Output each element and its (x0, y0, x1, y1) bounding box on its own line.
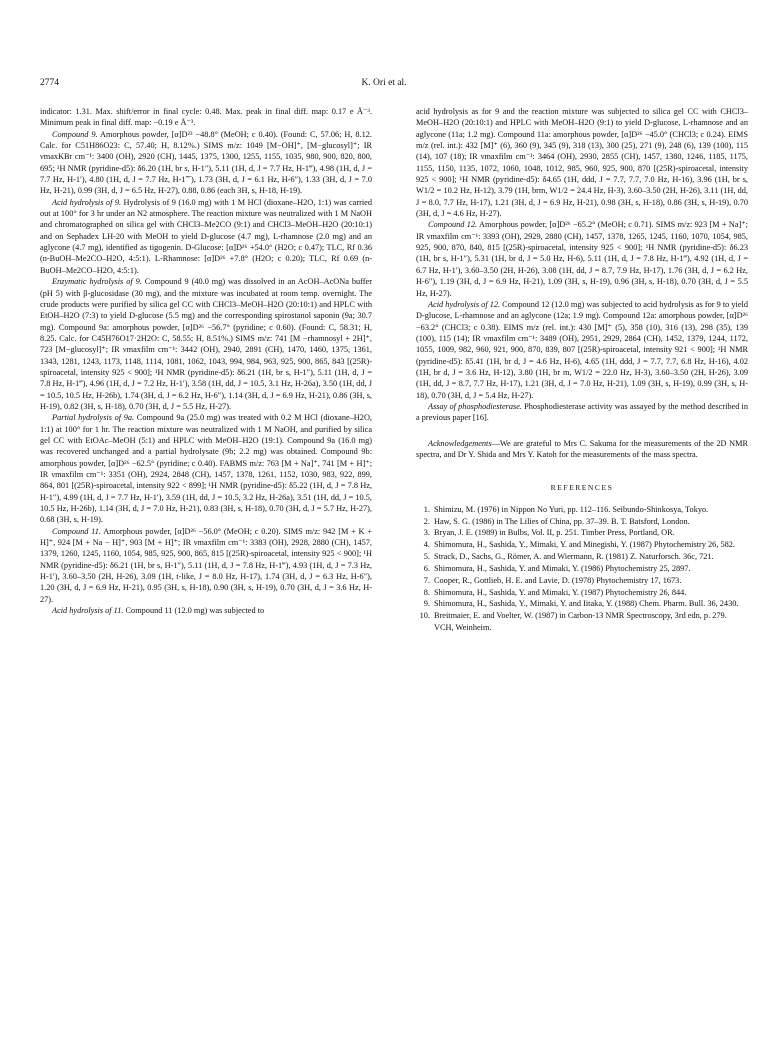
right-column (416, 106, 748, 633)
paragraph-text: Phosphodiesterase activity was assayed by the method described in a previous paper [16]. (416, 401, 748, 423)
paragraph-text: Compound 9a (25.0 mg) was treated with 0.2 M HCl (dioxane–H2O, 1:1) at 100° for 1 hr. The reaction mixture was neutralized with 1 M NaOH, and purified by silica gel CC with EtOAc–MeOH (5:1) and HPLC with MeOH–H2O (19:1). Compound 9a (16.0 mg) was recovered unchanged and a partial hydrolysate (9b; 2.2 mg) was obtained. Compound 9b: amorphous powder, [α]D²⁶ −62.5° (pyridine; c 0.40). FABMS m/z: 763 [M + Na]⁺, 741 [M + H]⁺; IR νmaxfilm cm⁻¹: 3351 (OH), 2924, 2848 (CH), 1457, 1378, 1261, 1152, 1030, 983, 922, 899, 864, 801 [(25R)-spiroacetal, intensity 922 < 899]; ¹H NMR (pyridine-d5): δ5.22 (1H, d, J = 7.8 Hz, H-1″), 4.99 (1H, d, J = 7.7 Hz, H-1′), 3.59 (1H, dd, J = 10.5, 3.2 Hz, H-26a), 3.51 (1H, dd, J = 10.5, 10.5 Hz, H-26b), 1.14 (3H, d, J = 7.0 Hz, H-21), 0.83 (3H, s, H-18), 0.70 (3H, d, J = 5.7 Hz, H-27), 0.68 (3H, s, H-19). (40, 413, 373, 525)
reference-item (416, 527, 748, 538)
right_column-paragraph (416, 299, 748, 401)
paragraph-heading: Acid hydrolysis of 11. (52, 606, 124, 616)
left_column-paragraph (40, 197, 372, 276)
reference-number: 6. (423, 563, 430, 573)
right_column-paragraph (416, 219, 748, 298)
paragraph-text: Compound 9 (40.0 mg) was dissolved in an AcOH–AcONa buffer (pH 5) with β-glucosidase (30 mg), and the mixture was incubated at room temp. overnight. The crude products were purified by silica gel CC with CHCl3–MeOH–H2O (20:10:1) and HPLC with EtOH–H2O (7:3) to yield D-glucose (5.5 mg) and the corresponding spirostanol saponin (9a; 30.7 mg). Compound 9a: amorphous powder, [α]D²⁶ −56.7° (pyridine; c 0.60). (Found: C, 58.31; H, 8.25. Calc. for C45H76O17·2H2O: C, 58.55; H, 8.51%.) SIMS m/z: 741 [M −rhamnosyl + 2H]⁺, 723 [M−glucosyl]⁺; IR νmaxfilm cm⁻¹: 3442 (OH), 2940, 2891 (CH), 1470, 1460, 1375, 1361, 1343, 1281, 1243, 1173, 1148, 1114, 1081, 1062, 1043, 994, 984, 963, 925, 900, 865, 843 [(25R)-spiroacetal, intensity 925 < 900]; ¹H NMR (pyridine-d5): δ6.21 (1H, br s, H-1″), 5.11 (1H, d, J = 7.8 Hz, H-1‴), 4.96 (1H, d, J = 7.2 Hz, H-1′), 3.58 (1H, dd, J = 10.5, 3.1 Hz, H-26a), 3.50 (1H, dd, J = 10.5, 10.5 Hz, H-26b), 1.74 (3H, d, J = 6.2 Hz, H-6″), 1.14 (3H, d, J = 6.9 Hz, H-21), 0.86 (3H, s, H-19), 0.82 (3H, s, H-18), 0.70 (3H, d, J = 5.5 Hz, H-27). (40, 277, 372, 411)
reference-item (416, 504, 748, 515)
paragraph-text: Hydrolysis of 9 (16.0 mg) with 1 M HCl (dioxane–H2O, 1:1) was carried out at 100° for 3 hr under an N2 atmosphere. The reaction mixture was neutralized with 1 M NaOH and chromatographed on silica gel with CHCl3–Me2CO (9:1) and CHCl3–MeOH–H2O (20:10:1) and on Sephadex LH-20 with MeOH to yield D-glucose (4.7 mg), L-rhamnose (2.0 mg) and an aglycone (4.7 mg), identified as tigogenin. D-Glucose: [α]D²⁶ +54.0° (H2O; c 0.47); TLC, Rf 0.36 (n-BuOH–Me2CO–H2O, 4:5:1). L-Rhamnose: [α]D²⁶ +7.8° (H2O; c 0.20); TLC, Rf 0.69 (n-BuOH–Me2CO–H2O, 4:5:1). (40, 197, 373, 275)
reference-text: Shimomura, H., Sashida, Y., Mimaki, Y. and Iitaka, Y. (1988) Chem. Pharm. Bull. 36, 2430. (434, 599, 739, 609)
reference-item (416, 587, 748, 598)
reference-number: 7. (423, 575, 430, 585)
paragraph-text: Compound 12 (12.0 mg) was subjected to acid hydrolysis as for 9 to yield D-glucose, L-rhamnose and an aglycone (12a; 1.9 mg). Compound 12a: amorphous powder, [α]D²⁶ −63.2° (CHCl3; c 0.38). EIMS m/z (rel. int.): 430 [M]⁺ (5), 358 (10), 316 (13), 298 (35), 139 (100), 115 (14); IR νmaxfilm cm⁻¹: 3489 (OH), 2951, 2929, 2864 (CH), 1452, 1379, 1244, 1172, 1055, 1009, 982, 960, 921, 900, 870, 839, 807 [(25R)-spiroacetal, intensity 921 < 900]; ¹H NMR (pyridine-d5): δ5.41 (1H, br d, J = 4.6 Hz, H-6), 4.65 (1H, ddd, J = 7.7, 7.7, 6.8 Hz, H-16), 4.02 (1H, br d, J = 3.6 Hz, H-12), 3.80 (1H, br m, W1/2 = 22.0 Hz, H-3), 3.60–3.50 (2H, H-26), 3.09 (1H, dd, J = 8.7, 7.7 Hz, H-17), 1.21 (3H, d, J = 7.0 Hz, H-21), 1.09 (3H, s, H-19), 0.99 (3H, s, H-18), 0.70 (3H, d, J = 5.4 Hz, H-27). (416, 299, 748, 400)
reference-number: 8. (423, 587, 430, 597)
left-column (40, 106, 372, 616)
reference-number: 4. (423, 540, 430, 550)
reference-number: 10. (419, 611, 430, 621)
right_column-paragraph (416, 401, 748, 424)
reference-number: 9. (423, 599, 430, 609)
page-header (40, 78, 728, 94)
left_column-paragraph (40, 605, 372, 616)
paragraph-heading: Acid hydrolysis of 12. (428, 299, 501, 309)
reference-item (416, 516, 748, 527)
page-number: 2774 (40, 78, 59, 88)
reference-text: Shimizu, M. (1976) in Nippon No Yuri, pp. 112–116. Seibundo-Shinkosya, Tokyo. (434, 504, 709, 514)
paragraph-heading: Acid hydrolysis of 9. (52, 197, 122, 207)
reference-text: Breitmaier, E. and Voelter, W. (1987) in Carbon-13 NMR Spectroscopy, 3rd edn, p. 279. VCH, Weinheim. (434, 611, 727, 632)
paragraph-text: Amorphous powder, [α]D²³ −48.8° (MeOH; c 0.40). (Found: C, 57.06; H, 8.12. Calc. for C51H86O23: C, 57.40; H, 8.12%.) SIMS m/z: 1049 [M−OH]⁺, [M−glucosyl]⁺; IR νmaxKBr cm⁻¹: 3400 (OH), 2920 (CH), 1445, 1375, 1300, 1255, 1155, 1035, 980, 900, 820, 800, 695; ¹H NMR (pyridine-d5): δ6.20 (1H, br s, H-1″), 5.11 (1H, d, J = 7.7 Hz, H-1‴), 4.98 (1H, d, J = 7.7 Hz, H-1′), 4.80 (1H, d, J = 7.7 Hz, H-1⁗), 1.73 (3H, d, J = 6.1 Hz, H-6″), 1.33 (3H, d, J = 7.0 Hz, H-21), 0.99 (3H, d, J = 6.5 Hz, H-27), 0.88, 0.86 (each 3H, s, H-18, H-19). (40, 129, 372, 196)
reference-item (416, 598, 748, 609)
reference-text: Bryan, J. E. (1989) in Bulbs, Vol. II, p. 251. Timber Press, Portland, OR. (434, 528, 675, 538)
paragraph-text: acid hydrolysis as for 9 and the reaction mixture was subjected to silica gel CC with CHCl3–MeOH–H2O (20:10:1) and HPLC with MeOH–H2O (9:1) to yield D-glucose, L-rhamnose and an aglycone (11a; 1.2 mg). Compound 11a: amorphous powder, [α]D²⁶ −45.0° (CHCl3; c 0.24). EIMS m/z (rel. int.): 432 [M]⁺ (6), 360 (9), 345 (9), 318 (13), 300 (25), 271 (9), 248 (6), 139 (100), 115 (14), 107 (18); IR νmaxfilm cm⁻¹: 3464 (OH), 2930, 2855 (CH), 1457, 1380, 1246, 1185, 1175, 1155, 1150, 1135, 1072, 1060, 1048, 1012, 985, 960, 925, 900, 870 [(25R)-spiroacetal, intensity 925 < 900]; ¹H NMR (pyridine-d5): δ4.65 (1H, ddd, J = 7.7, 7.7, 7.0 Hz, H-16), 3.96 (1H, br s, W1/2 = 10.2 Hz, H-12), 3.79 (1H, brm, W1/2 = 24.4 Hz, H-3), 3.60–3.50 (2H, H-26), 3.11 (1H, dd, J = 8.0, 7.7 Hz, H-17), 1.21 (3H, d, J = 6.9 Hz, H-21), 0.98 (3H, s, H-18), 0.86 (3H, s, H-19), 0.70 (3H, d, J = 4.6 Hz, H-27). (416, 107, 748, 219)
reference-text: Strack, D., Sachs, G., Römer, A. and Wiermann, R. (1981) Z. Naturforsch. 36c, 721. (434, 552, 714, 562)
right-column-paragraphs (416, 106, 748, 424)
left_column-paragraph (40, 129, 372, 197)
reference-text: Haw, S. G. (1986) in The Lilies of China, pp. 37–39. B. T. Batsford, London. (434, 516, 690, 526)
acknowledgements-paragraph (416, 438, 748, 461)
references-title: REFERENCES (550, 483, 614, 493)
acknowledgements-head: Acknowledgements (428, 438, 492, 448)
running-head: K. Ori et al. (361, 78, 407, 88)
paragraph-text: Amorphous powder, [α]D²⁶ −56.0° (MeOH; c 0.20). SIMS m/z: 942 [M + K + H]⁺, 924 [M + Na − H]⁺, 903 [M + H]⁺; IR νmaxfilm cm⁻¹: 3383 (OH), 2928, 2880 (CH), 1457, 1379, 1260, 1245, 1160, 1054, 985, 925, 900, 865, 815 [(25R)-spiroacetal, intensity 925 < 900]; ¹H NMR (pyridine-d5): δ6.21 (1H, br s, H-1″), 5.11 (1H, d, J = 7.8 Hz, H-1‴), 4.93 (1H, d, J = 7.3 Hz, H-1′), 3.60–3.50 (2H, H-26), 3.09 (1H, t-like, J = 8.0 Hz, H-17), 1.74 (3H, d, J = 6.3 Hz, H-6″), 1.20 (3H, d, J = 6.9 Hz, H-21), 0.95 (3H, s, H-18), 0.90 (3H, s, H-19), 0.70 (3H, d, J = 3.6 Hz, H-27). (40, 526, 372, 604)
left_column-paragraph (40, 412, 372, 525)
reference-number: 3. (423, 528, 430, 538)
paragraph-heading: Partial hydrolysis of 9a. (52, 413, 135, 423)
paragraph-heading: Compound 12. (428, 220, 478, 230)
reference-text: Shimomura, H., Sashida, Y. and Mimaki, Y. (1986) Phytochemistry 25, 2897. (434, 563, 691, 573)
reference-number: 1. (423, 504, 430, 514)
paragraph-heading: Compound 11. (52, 526, 101, 536)
reference-item (416, 575, 748, 586)
left_column-paragraph (40, 276, 372, 412)
reference-text: Cooper, R., Gottlieb, H. E. and Lavie, D. (1978) Phytochemistry 17, 1673. (434, 575, 682, 585)
left_column-paragraph (40, 526, 372, 605)
reference-item (416, 610, 748, 633)
paragraph-text: Amorphous powder, [α]D²⁶ −65.2° (MeOH; c 0.71). SIMS m/z: 923 [M + Na]⁺; IR νmaxfilm cm⁻¹: 3393 (OH), 2929, 2880 (CH), 1457, 1378, 1265, 1245, 1160, 1070, 1054, 985, 925, 900, 870, 840, 815 [(25R)-spiroacetal, intensity 925 < 900]; ¹H NMR (pyridine-d5): δ6.23 (1H, br s, H-1″), 5.31 (1H, br d, J = 5.0 Hz, H-6), 5.11 (1H, d, J = 7.8 Hz, H-1‴), 4.92 (1H, d, J = 6.7 Hz, H-1′), 3.60–3.50 (2H, H-26), 3.08 (1H, dd, J = 8.7, 7.9 Hz, H-17), 1.76 (3H, d, J = 6.2 Hz, H-6″), 1.19 (3H, d, J = 6.9 Hz, H-21), 1.09 (3H, s, H-19), 0.96 (3H, s, H-18), 0.70 (3H, d, J = 5.5 Hz, H-27). (416, 220, 748, 298)
reference-text: Shimomura, H., Sashida, Y., Mimaki, Y. and Minegishi, Y. (1987) Phytochemistry 26, 582. (434, 540, 735, 550)
right_column-paragraph (416, 106, 748, 219)
paragraph-text: indicator: 1.31. Max. shift/error in final cycle: 0.48. Max. peak in final diff. map: 0.17 e Å⁻³. Minimum peak in final diff. map: −0.19 e Å⁻³. (40, 107, 372, 128)
reference-item (416, 539, 748, 550)
reference-number: 5. (423, 552, 430, 562)
left_column-paragraph (40, 106, 372, 129)
reference-item (416, 551, 748, 562)
references-list (416, 504, 748, 633)
acknowledgements-text: —We are grateful to Mrs C. Sakuma for the measurements of the 2D NMR spectra, and Dr Y. Shida and Mrs Y. Katoh for the measurements of the mass spectra. (416, 438, 748, 459)
reference-item (416, 563, 748, 574)
paragraph-heading: Compound 9. (52, 129, 98, 139)
reference-text: Shimomura, H., Sashida, Y. and Mimaki, Y. (1987) Phytochemistry 26, 844. (434, 587, 687, 597)
paragraph-text: Compound 11 (12.0 mg) was subjected to (123, 606, 265, 616)
reference-number: 2. (423, 516, 430, 526)
paragraph-heading: Enzymatic hydrolysis of 9. (52, 277, 142, 287)
paragraph-heading: Assay of phosphodiesterase. (428, 401, 522, 411)
